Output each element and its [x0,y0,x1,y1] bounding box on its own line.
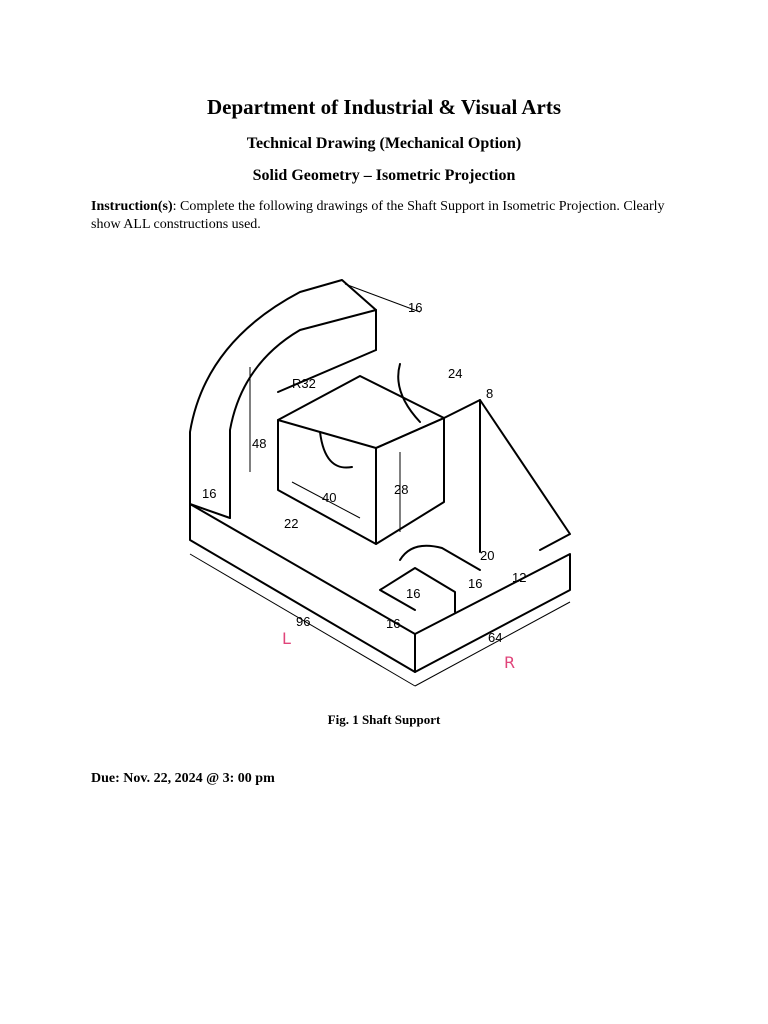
rib-outline [444,400,570,550]
upright-outer [190,280,376,504]
slot-curve [400,546,480,570]
dimension-lines [190,284,570,686]
block-groove-back [398,364,420,422]
department-title: Department of Industrial & Visual Arts [206,95,562,119]
dim-block-depth: 40 [322,490,337,505]
dim-length: 96 [296,614,311,629]
instructions-paragraph [91,198,691,234]
dim-right-12: 12 [512,570,527,585]
handwritten-right-mark: R [504,653,516,672]
dim-side-thickness: 16 [202,486,217,501]
upright-curve [230,310,376,518]
dim-offset-22: 22 [284,516,299,531]
dim-slot-length: 24 [448,366,463,381]
instructions-text: : Complete the following drawings of the Shaft Support in Isometric Projection. Clearly show ALL constructions used. [91,199,665,232]
dim-width: 64 [488,630,503,645]
course-title: Technical Drawing (Mechanical Option) [246,135,522,152]
dim-block-height: 28 [394,482,409,497]
dim-height-left: 48 [252,436,267,451]
handwritten-left-mark: L [282,629,291,648]
drawing-lines [190,280,570,672]
dim-slot-width: 20 [480,548,495,563]
dim-slot-16a: 16 [406,586,421,601]
due-date: Due: Nov. 22, 2024 @ 3: 00 pm [91,771,275,786]
dim-top-width: 16 [408,300,423,315]
dim-base-height: 16 [386,616,401,631]
block-side [376,418,444,544]
topic-title: Solid Geometry – Isometric Projection [252,167,516,184]
figure-caption: Fig. 1 Shaft Support [327,712,441,727]
dim-slot-offset: 8 [486,386,494,401]
dim-radius: R32 [292,376,316,391]
dim-slot-16b: 16 [468,576,483,591]
isometric-drawing [180,272,580,692]
instructions-label: Instruction(s) [91,199,173,214]
shaft-support-figure [180,272,580,692]
